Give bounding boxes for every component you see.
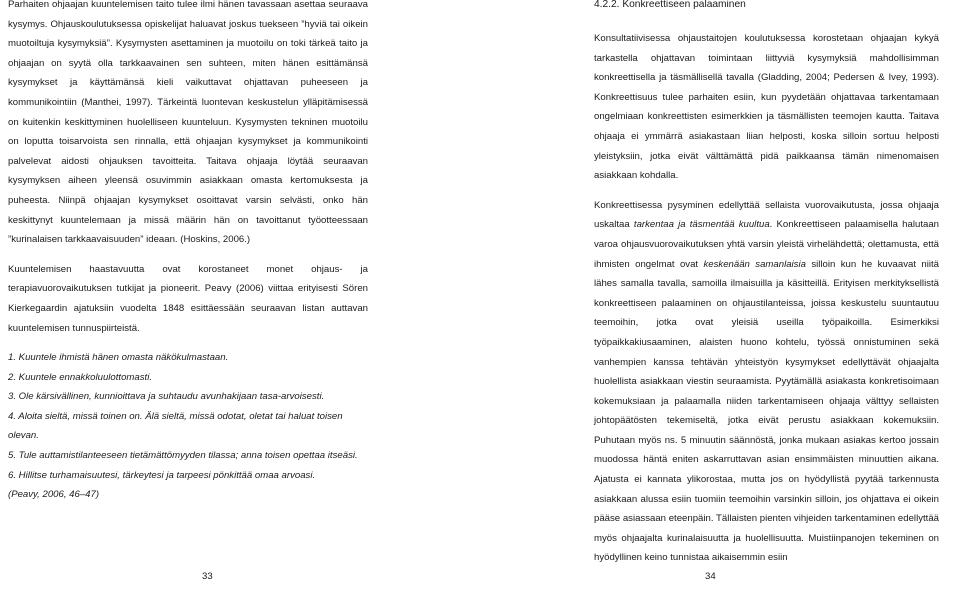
page-number: 34 — [705, 571, 716, 582]
italic-phrase: keskenään samanlaisia — [703, 258, 806, 270]
list-item: 5. Tule auttamistilanteeseen tietämättömyyden tilassa; anna toisen opettaa itseäsi. — [8, 450, 358, 462]
body-paragraph: Kuuntelemisen haastavuutta ovat korostaneet monet ohjaus- ja terapiavuorovaikutuksen tutkijat ja pioneerit. Peavy (2006) viittaa erityisesti Sören Kierkegaardin ajatuksiin vuodelta 1848 esittäessään seuraavan listan auttavan kuuntelemisen tunnuspiirteistä. — [8, 263, 368, 334]
list-item: 3. Ole kärsivällinen, kunnioittava ja suhtaudu avunhakijaan tasa-arvoisesti. — [8, 391, 325, 403]
right-page-text-column — [594, 0, 939, 568]
paragraph-gap — [8, 338, 368, 348]
section-heading: 4.2.2. Konkreettiseen palaaminen — [594, 0, 746, 10]
body-paragraph: Parhaiten ohjaajan kuuntelemisen taito tulee ilmi hänen tavassaan asettaa seuraava kysymys. Ohjauskoulutuksessa opiskelijat haluavat joskus tuekseen ”hyviä tai oikein muotoiltuja kysymyksiä”. Kysymysten asettaminen ja muotoilu on toki tärkeä taito ja ohjaajan on syytä olla tarkkaavainen sen suhteen, miten hänen esittämänsä kysymykset ja käyttämänsä kieli vaikuttavat ohjattavan puheeseen ja kommunikointiin (Manthei, 1997). Tärkeintä luontevan keskustelun ylläpitämisessä on kuitenkin keskittyminen huolelliseen kuunteluun. Kysymysten tekninen muotoilu on loputta toisarvoista sen rinnalla, että ohjaajan kysymykset ja kommunikointi palvelevat aidosti ohjauksen tavoitteita. Taitava ohjaaja löytää seuraavan kysymyksen aiheen yleensä osuvimmin asiakkaan omasta kertomuksesta ja puheesta. Niinpä ohjaajan kysymykset osoittavat varsin selvästi, onko hän keskittynyt kuuntelemaan ja missä määrin hän on tavoittanut työotteessaan ”kurinalaisen tarkkaavaisuuden” ideaan. (Hoskins, 2006.) — [8, 0, 368, 246]
text-run: . Konkreettiseen palaamisella halutaan varoa ohjausvuorovaikutuksen yhtä varsin yleistä virhelähdettä; olettamusta, että ihmisten ongelmat ovat — [594, 219, 939, 270]
paragraph-gap — [8, 250, 368, 260]
list-item: 6. Hillitse turhamaisuutesi, tärkeytesi ja tarpeesi pönkittää omaa arvoasi. — [8, 469, 316, 481]
list-item: 2. Kuuntele ennakkoluulottomasti. — [8, 371, 152, 383]
right-page — [480, 0, 960, 590]
body-paragraph: Konsultatiivisessa ohjaustaitojen koulutuksessa korostetaan ohjaajan kykyä tarkastella ohjattavan toimintaan liittyviä kysymyksiä mahdollisimman konkreettisella ja täsmällisellä tavalla (Gladding, 2004; Pedersen & Ivey, 1993). Konkreettisuus tulee parhaiten esiin, kun pyydetään ohjattavaa tarkentamaan ongelmiaan konkreettisten esimerkkien ja täsmällisten teemojen kautta. Taitava ohjaaja ei ymmärrä asiakastaan liian helposti, koska silloin sortuu helposti yleistyksiin, jotka eivät välttämättä pidä paikkaansa tämän nimenomaisen asiakkaan kohdalla. — [594, 33, 939, 182]
body-paragraph — [594, 196, 939, 568]
list-item: 1. Kuuntele ihmistä hänen omasta näkökulmastaan. — [8, 352, 229, 364]
page-number: 33 — [202, 571, 213, 582]
citation: (Peavy, 2006, 46–47) — [8, 489, 100, 501]
list-item: 4. Aloita sieltä, missä toinen on. Älä sieltä, missä odotat, oletat tai haluat toisen olevan. — [8, 410, 343, 442]
text-run: silloin kun he kuvaavat niitä lähes samalla tavalla, samoilla ilmaisuilla ja käsitteillä. Erityisen merkityksellistä konkreettiseen palaaminen on ohjaustilanteissa, joissa keskustelu suuntautuu teemoihin, jotka ovat yleisiä useilla työpaikoilla. Esimerkiksi työpaikkakiusaaminen, alaisten huono kohtelu, työssä onnistuminen sekä vanhempien kanssa tehtävän yhteistyön kysymykset edellyttävät ohjaajalta huolellista asiakkaan viestin seuraamista. Pyytämällä asiakasta konkretisoimaan kokemuksiaan ja palaamalla niiden tarkentamiseen ohjaaja välttyy sellaisten johtopäätösten tekemiseltä, jotka eivät perustu asiakkaan kokemuksiin. Puhutaan myös ns. 5 minuutin säännöstä, jonka mukaan asiakas kertoo jossain muodossa häntä eniten askarruttavan asian ensimmäisten minuuttien aikana. Ajatusta ei kannata ylikorostaa, mutta jos on hyödyllistä pyytää tarkennusta asiakkaan alussa esiin tuomiin teemoihin varsinkin silloin, jos ohjattava ei oikein pääse asiassaan eteenpäin. Tällaisten pienten vihjeiden tarkentaminen edellyttää myös ohjaajalta kurinalaisuutta ja huolellisuutta. Muistiinpanojen tekeminen on hyödyllinen keino tunnistaa aikaisemmin esiin — [594, 258, 939, 564]
paragraph-gap — [594, 186, 939, 196]
left-page-text-column — [8, 0, 368, 505]
kierkegaard-list — [8, 348, 368, 505]
italic-phrase: tarkentaa ja täsmentää kuultua — [633, 219, 770, 231]
text-run: Konkreettisessa pysyminen edellyttää sellaista vuorovaikutusta, jossa ohjaaja uskaltaa — [594, 199, 939, 231]
